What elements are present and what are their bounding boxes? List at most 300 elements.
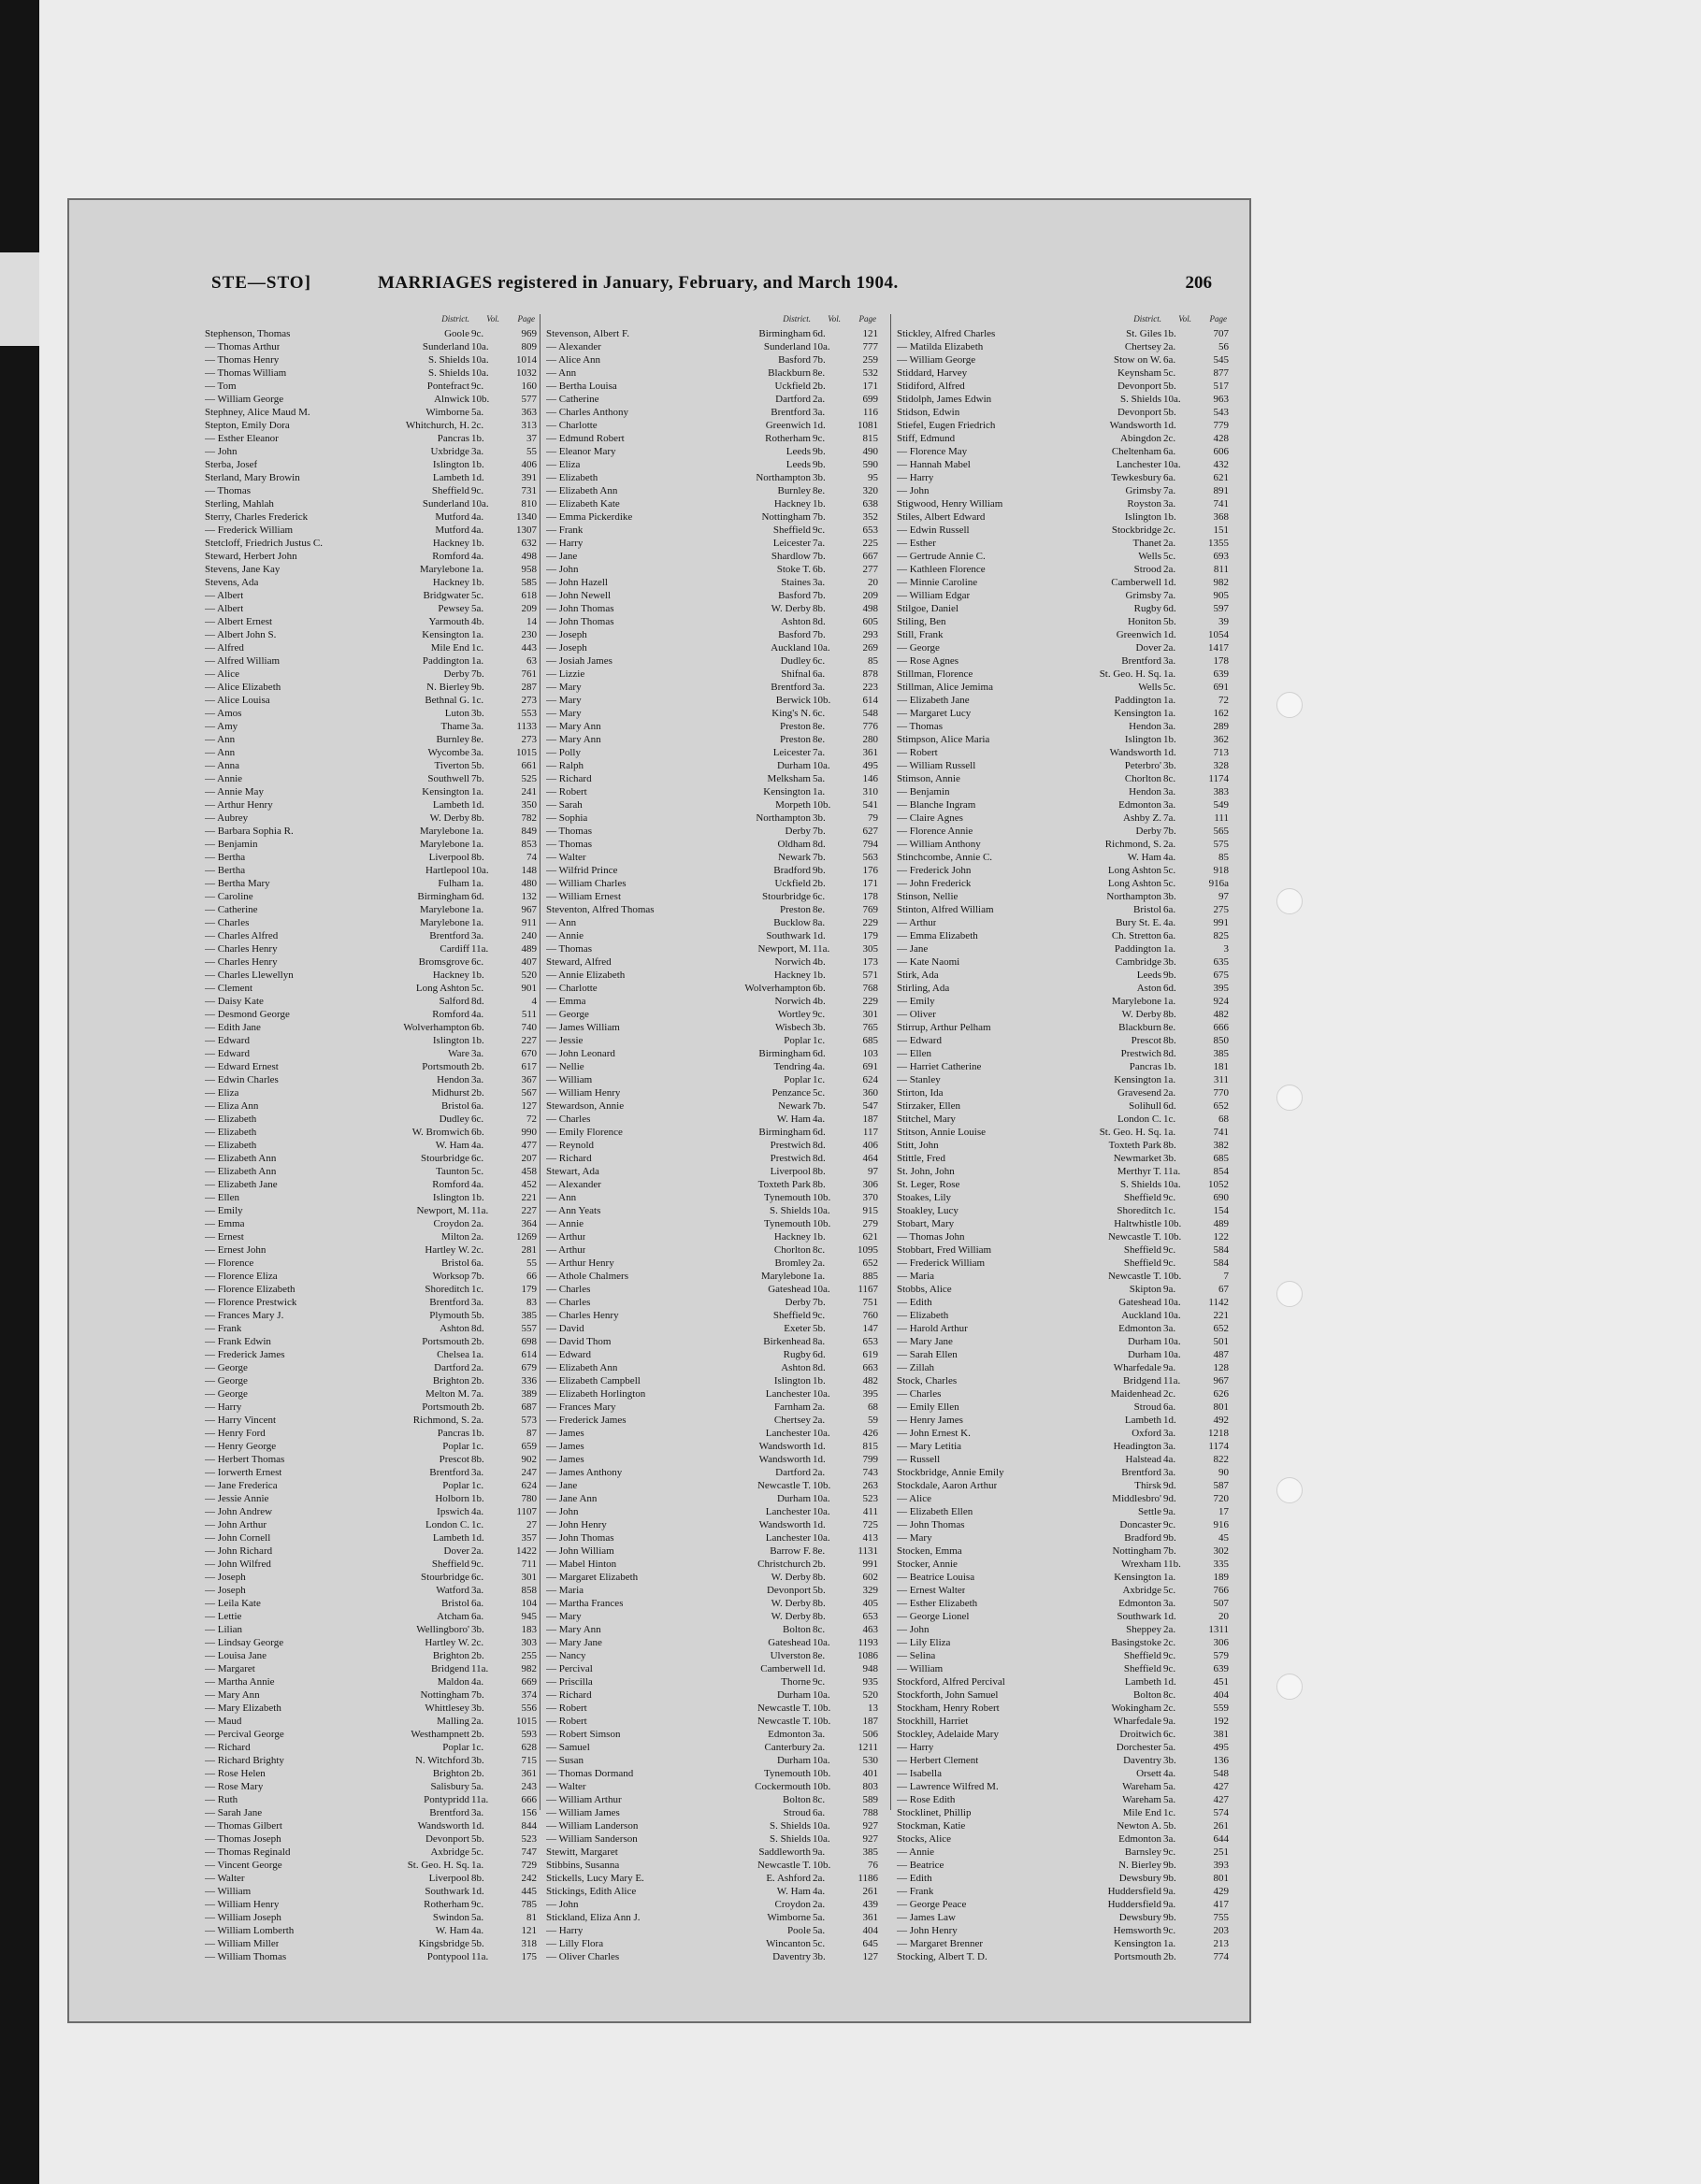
- entry-name: — Esther: [897, 538, 936, 549]
- index-entry: [546, 1021, 878, 1034]
- entry-name: — Charles: [546, 1114, 591, 1125]
- entry-page: 3: [1223, 943, 1229, 955]
- entry-page: 445: [521, 1886, 537, 1897]
- entry-volume: 9c.: [1163, 1650, 1176, 1661]
- entry-volume: 3a.: [471, 1297, 484, 1308]
- entry-district: Alnwick: [434, 394, 469, 405]
- entry-page: 794: [862, 839, 878, 850]
- entry-volume: 1a.: [1163, 1938, 1176, 1949]
- entry-volume: 2a.: [813, 394, 826, 405]
- entry-volume: 3b.: [1163, 1153, 1176, 1164]
- index-entry: [897, 1558, 1229, 1571]
- entry-page: 627: [862, 826, 878, 837]
- entry-page: 520: [862, 1689, 878, 1701]
- entry-page: 628: [521, 1742, 537, 1753]
- entry-name: — Thomas: [546, 839, 592, 850]
- entry-name: — William Russell: [897, 760, 976, 771]
- entry-name: — Harry: [897, 1742, 934, 1753]
- entry-page: 693: [1213, 551, 1229, 562]
- entry-volume: 7b.: [471, 1271, 484, 1282]
- entry-page: 779: [1213, 420, 1229, 431]
- entry-page: 350: [521, 799, 537, 811]
- index-entry: [205, 1558, 537, 1571]
- index-entry: [546, 1780, 878, 1793]
- entry-name: — Annie: [546, 1218, 584, 1229]
- entry-volume: 10a.: [1163, 1336, 1181, 1347]
- entry-volume: 8c.: [1163, 773, 1176, 784]
- entry-name: — Jessie Annie: [205, 1493, 269, 1504]
- index-entry: [205, 1178, 537, 1191]
- entry-district: Pancras: [437, 433, 469, 444]
- entry-name: — Elizabeth Jane: [205, 1179, 278, 1190]
- entry-name: — Elizabeth Horlington: [546, 1388, 646, 1400]
- index-entry: [205, 1846, 537, 1859]
- index-entry: [205, 1060, 537, 1073]
- entry-volume: 2b.: [471, 1375, 484, 1387]
- entry-name: Stobbart, Fred William: [897, 1244, 992, 1256]
- entry-volume: 10a.: [1163, 1179, 1181, 1190]
- entry-page: 122: [1213, 1231, 1229, 1243]
- entry-volume: 6a.: [1163, 472, 1176, 483]
- entry-page: 563: [862, 852, 878, 863]
- entry-volume: 4a.: [471, 551, 484, 562]
- index-entry: [897, 929, 1229, 942]
- entry-district: Poplar: [442, 1742, 469, 1753]
- entry-volume: 7b.: [813, 629, 826, 640]
- entry-volume: 8c.: [1163, 1689, 1176, 1701]
- entry-page: 209: [862, 590, 878, 601]
- entry-volume: 9c.: [813, 433, 826, 444]
- entry-name: — Anna: [205, 760, 239, 771]
- entry-district: Kensington: [1114, 708, 1161, 719]
- index-entry: [546, 1152, 878, 1165]
- entry-district: Tynemouth: [764, 1192, 811, 1203]
- entry-name: — David Thom: [546, 1336, 612, 1347]
- entry-page: 385: [862, 1846, 878, 1858]
- entry-district: Kensington: [422, 629, 469, 640]
- entry-volume: 2a.: [471, 1231, 484, 1243]
- index-entry: [897, 615, 1229, 628]
- entry-page: 171: [862, 381, 878, 392]
- entry-page: 632: [521, 538, 537, 549]
- entry-volume: 3a.: [1163, 498, 1176, 510]
- entry-district: Christchurch: [757, 1559, 811, 1570]
- entry-district: Preston: [780, 734, 811, 745]
- entry-volume: 1a.: [471, 564, 484, 575]
- entry-district: Salisbury: [430, 1781, 469, 1792]
- entry-name: — Elizabeth Ann: [546, 1362, 618, 1373]
- index-entry: [897, 589, 1229, 602]
- entry-page: 405: [862, 1598, 878, 1609]
- entry-district: Brentford: [1121, 1467, 1161, 1478]
- entry-district: Tewkesbury: [1111, 472, 1161, 483]
- entry-page: 1133: [516, 721, 537, 732]
- entry-name: Stockman, Katie: [897, 1820, 966, 1832]
- index-entry: [546, 733, 878, 746]
- index-entry: [205, 445, 537, 458]
- entry-volume: 2c.: [471, 1244, 484, 1256]
- entry-page: 644: [1213, 1833, 1229, 1845]
- entry-page: 652: [862, 1257, 878, 1269]
- entry-name: — Mary Ann: [546, 1624, 601, 1635]
- entry-name: — Maud: [205, 1716, 242, 1727]
- entry-page: 969: [521, 328, 537, 339]
- entry-page: 639: [1213, 1663, 1229, 1674]
- entry-district: Swindon: [432, 1912, 469, 1923]
- index-entry: [205, 1322, 537, 1335]
- entry-name: — Thomas Reginald: [205, 1846, 291, 1858]
- index-entry: [205, 1688, 537, 1702]
- entry-page: 853: [521, 839, 537, 850]
- index-entry: [897, 1414, 1229, 1427]
- entry-page: 55: [526, 1257, 537, 1269]
- entry-name: — Maria: [897, 1271, 935, 1282]
- entry-name: — Ruth: [205, 1794, 238, 1805]
- entry-volume: 9a.: [813, 1846, 826, 1858]
- entry-name: — Esther Elizabeth: [897, 1598, 978, 1609]
- entry-volume: 6c.: [813, 891, 826, 902]
- entry-name: St. Leger, Rose: [897, 1179, 960, 1190]
- index-entry: [205, 929, 537, 942]
- column-heading: [897, 310, 1229, 327]
- index-entry: [546, 1492, 878, 1505]
- entry-volume: 7b.: [813, 590, 826, 601]
- entry-name: Stirk, Ada: [897, 970, 939, 981]
- entry-district: Devonport: [766, 1585, 811, 1596]
- entry-district: Settle: [1137, 1506, 1161, 1517]
- index-entry: [546, 1414, 878, 1427]
- entry-name: — Sarah Ellen: [897, 1349, 958, 1360]
- entry-page: 523: [862, 1493, 878, 1504]
- entry-page: 458: [521, 1166, 537, 1177]
- entry-district: Stourbridge: [421, 1572, 469, 1583]
- entry-page: 273: [521, 734, 537, 745]
- entry-name: — Charles Henry: [205, 956, 278, 968]
- index-entry: [546, 497, 878, 510]
- entry-volume: 9c.: [1163, 1257, 1176, 1269]
- entry-volume: 1c.: [1163, 1205, 1176, 1216]
- index-entry: [205, 707, 537, 720]
- entry-name: Stimpson, Alice Maria: [897, 734, 990, 745]
- index-entry: [897, 1571, 1229, 1584]
- scan-edge-strip: [0, 252, 39, 346]
- entry-volume: 10b.: [1163, 1231, 1182, 1243]
- index-entry: [897, 1099, 1229, 1113]
- index-entry: [546, 1296, 878, 1309]
- entry-volume: 1c.: [471, 642, 484, 654]
- entry-volume: 1c.: [471, 1742, 484, 1753]
- index-entry: [897, 772, 1229, 785]
- entry-name: — Emma Elizabeth: [897, 930, 978, 941]
- entry-district: W. Ham: [776, 1886, 811, 1897]
- entry-volume: 6a.: [471, 1598, 484, 1609]
- index-entry: [205, 720, 537, 733]
- entry-name: — Charles Anthony: [546, 407, 628, 418]
- entry-name: — Albert: [205, 590, 244, 601]
- entry-district: Farnham: [773, 1401, 811, 1413]
- entry-page: 395: [1213, 983, 1229, 994]
- entry-name: — Ann: [546, 917, 577, 928]
- entry-volume: 6a.: [1163, 1401, 1176, 1413]
- index-entry: [205, 1113, 537, 1126]
- entry-name: — Martha Annie: [205, 1676, 275, 1688]
- entry-volume: 11b.: [1163, 1559, 1181, 1570]
- index-entry: [897, 419, 1229, 432]
- entry-page: 413: [862, 1532, 878, 1544]
- index-entry: [546, 1361, 878, 1374]
- entry-volume: 3a.: [1163, 655, 1176, 667]
- index-entry: [546, 1898, 878, 1911]
- index-entry: [897, 1479, 1229, 1492]
- entry-name: — Frank: [205, 1323, 242, 1334]
- entry-district: Prestwich: [1120, 1048, 1161, 1059]
- index-entry: [897, 969, 1229, 982]
- index-entry: [546, 1086, 878, 1099]
- entry-name: — Richard: [546, 773, 592, 784]
- index-entry: [205, 1243, 537, 1257]
- index-entry: [205, 1780, 537, 1793]
- entry-page: 247: [521, 1467, 537, 1478]
- entry-volume: 1a.: [471, 917, 484, 928]
- entry-name: — Florence Prestwick: [205, 1297, 297, 1308]
- index-entry: [546, 903, 878, 916]
- entry-name: — Martha Frances: [546, 1598, 624, 1609]
- entry-district: Stourbridge: [421, 1153, 469, 1164]
- entry-page: 626: [1213, 1388, 1229, 1400]
- entry-district: Bridgend: [431, 1663, 469, 1674]
- entry-volume: 11a.: [1163, 1166, 1181, 1177]
- entry-volume: 8e.: [813, 734, 826, 745]
- entry-district: Uxbridge: [430, 446, 469, 457]
- entry-name: — James Anthony: [546, 1467, 623, 1478]
- index-entry: [546, 1034, 878, 1047]
- entry-volume: 3a.: [1163, 1598, 1176, 1609]
- entry-volume: 6b.: [813, 983, 826, 994]
- entry-district: Holborn: [435, 1493, 469, 1504]
- entry-volume: 10a.: [471, 865, 489, 876]
- entry-name: — John Frederick: [897, 878, 972, 889]
- entry-district: Pewsey: [438, 603, 469, 614]
- entry-volume: 7b.: [813, 551, 826, 562]
- entry-district: Barnsley: [1124, 1846, 1161, 1858]
- entry-volume: 9b.: [1163, 1860, 1176, 1871]
- entry-district: Huddersfield: [1107, 1886, 1161, 1897]
- entry-name: — James: [546, 1441, 584, 1452]
- entry-page: 280: [862, 734, 878, 745]
- entry-name: — Margaret: [205, 1663, 255, 1674]
- entry-volume: 1a.: [471, 839, 484, 850]
- index-entry: [205, 1466, 537, 1479]
- index-entry: [897, 406, 1229, 419]
- entry-page: 229: [862, 996, 878, 1007]
- entry-district: Brentford: [429, 930, 469, 941]
- entry-district: Newcastle T.: [757, 1703, 811, 1714]
- entry-name: — Charles Llewellyn: [205, 970, 294, 981]
- entry-district: Newcastle T.: [1107, 1231, 1161, 1243]
- entry-page: 575: [1213, 839, 1229, 850]
- index-entry: [897, 1440, 1229, 1453]
- entry-volume: 2a.: [1163, 538, 1176, 549]
- entry-volume: 6a.: [1163, 446, 1176, 457]
- index-entry: [205, 1885, 537, 1898]
- entry-name: — Henry Ford: [205, 1428, 266, 1439]
- entry-district: Wharfedale: [1113, 1362, 1161, 1373]
- entry-page: 223: [862, 682, 878, 693]
- entry-name: — Edwin Charles: [205, 1074, 279, 1085]
- entry-district: St. Geo. H. Sq.: [1099, 668, 1161, 680]
- entry-district: Liverpool: [428, 852, 469, 863]
- entry-volume: 9b.: [813, 865, 826, 876]
- entry-district: Lambeth: [1124, 1415, 1161, 1426]
- entry-name: — Alice Louisa: [205, 695, 270, 706]
- entry-name: — Edward: [546, 1349, 591, 1360]
- entry-name: — Thomas Joseph: [205, 1833, 281, 1845]
- entry-district: Wareham: [1122, 1794, 1161, 1805]
- entry-volume: 1d.: [813, 1519, 826, 1530]
- entry-volume: 3a.: [1163, 1428, 1176, 1439]
- entry-volume: 5c.: [813, 1087, 826, 1099]
- column-divider: [890, 314, 891, 1810]
- entry-name: — Jane: [546, 551, 578, 562]
- entry-page: 305: [862, 943, 878, 955]
- entry-page: 229: [862, 917, 878, 928]
- entry-name: — Eliza: [205, 1087, 239, 1099]
- entry-name: Stirton, Ida: [897, 1087, 944, 1099]
- index-entry: [897, 1113, 1229, 1126]
- entry-name: — Catherine: [205, 904, 258, 915]
- entry-volume: 4b.: [813, 996, 826, 1007]
- entry-name: Stevens, Jane Kay: [205, 564, 281, 575]
- entry-name: — Elizabeth Ann: [205, 1153, 277, 1164]
- entry-name: Stockford, Alfred Percival: [897, 1676, 1005, 1688]
- entry-district: Ulverston: [770, 1650, 811, 1661]
- index-entry: [546, 1139, 878, 1152]
- entry-district: Chorlton: [773, 1244, 811, 1256]
- entry-district: Wandsworth: [417, 1820, 469, 1832]
- index-entry: [897, 1518, 1229, 1531]
- entry-page: 68: [1218, 1114, 1229, 1125]
- entry-district: Preston: [780, 904, 811, 915]
- entry-district: S. Shields: [427, 354, 469, 366]
- entry-district: Greenwich: [1116, 629, 1161, 640]
- entry-volume: 9d.: [1163, 1493, 1176, 1504]
- entry-name: — Sophia: [546, 812, 588, 824]
- entry-page: 439: [862, 1899, 878, 1910]
- entry-name: — Frank: [546, 524, 584, 536]
- entry-volume: 5c.: [1163, 1585, 1176, 1596]
- entry-name: Stocklinet, Phillip: [897, 1807, 972, 1818]
- punch-hole: [1276, 692, 1303, 718]
- entry-name: — Thomas: [546, 826, 592, 837]
- entry-volume: 6d.: [1163, 603, 1176, 614]
- entry-district: Thame: [440, 721, 469, 732]
- entry-volume: 2a.: [471, 1415, 484, 1426]
- entry-name: — Henry George: [205, 1441, 277, 1452]
- entry-page: 844: [521, 1820, 537, 1832]
- index-entry: [897, 812, 1229, 825]
- entry-district: Tiverton: [434, 760, 469, 771]
- entry-volume: 11a.: [471, 943, 489, 955]
- entry-district: Peterbro': [1124, 760, 1161, 771]
- entry-name: — Frances Mary J.: [205, 1310, 284, 1321]
- index-entry: [205, 1937, 537, 1950]
- entry-volume: 1a.: [1163, 1572, 1176, 1583]
- entry-page: 1311: [1208, 1624, 1229, 1635]
- entry-page: 698: [521, 1336, 537, 1347]
- index-entry: [205, 812, 537, 825]
- entry-name: — Kathleen Florence: [897, 564, 986, 575]
- entry-name: — Mary: [546, 1611, 582, 1622]
- entry-district: Barrow F.: [770, 1545, 811, 1557]
- entry-district: Dewsbury: [1118, 1912, 1161, 1923]
- entry-page: 495: [862, 760, 878, 771]
- index-entry: [205, 1571, 537, 1584]
- entry-page: 991: [862, 1559, 878, 1570]
- entry-district: Penzance: [771, 1087, 811, 1099]
- entry-page: 406: [521, 459, 537, 470]
- entry-volume: 6a.: [471, 1257, 484, 1269]
- entry-name: — Ernest John: [205, 1244, 267, 1256]
- entry-volume: 5a.: [471, 1781, 484, 1792]
- entry-district: Brighton: [432, 1768, 469, 1779]
- entry-page: 945: [521, 1611, 537, 1622]
- entry-volume: 4a.: [813, 1061, 826, 1072]
- entry-page: 498: [521, 551, 537, 562]
- entry-page: 606: [1213, 446, 1229, 457]
- entry-name: — Ann: [546, 1192, 577, 1203]
- entry-volume: 2a.: [813, 1873, 826, 1884]
- entry-name: — George: [205, 1362, 248, 1373]
- entry-page: 685: [1213, 1153, 1229, 1164]
- entry-name: — Caroline: [205, 891, 253, 902]
- entry-name: — Edward: [205, 1048, 250, 1059]
- entry-page: 849: [521, 826, 537, 837]
- index-entry: [546, 576, 878, 589]
- entry-page: 336: [521, 1375, 537, 1387]
- entry-volume: 5b.: [1163, 407, 1176, 418]
- entry-district: Bolton: [783, 1794, 811, 1805]
- index-entry: [205, 654, 537, 668]
- index-entry: [546, 1662, 878, 1675]
- entry-page: 310: [862, 786, 878, 797]
- entry-page: 990: [521, 1127, 537, 1138]
- entry-page: 1422: [516, 1545, 537, 1557]
- entry-district: Paddington: [422, 655, 469, 667]
- entry-name: Stitt, John: [897, 1140, 939, 1151]
- entry-page: 924: [1213, 996, 1229, 1007]
- entry-page: 362: [1213, 734, 1229, 745]
- index-entry: [897, 668, 1229, 681]
- index-entry: [546, 1793, 878, 1806]
- entry-name: — Emma Pickerdike: [546, 511, 633, 523]
- entry-district: Wokingham: [1111, 1703, 1161, 1714]
- entry-volume: 8b.: [471, 1873, 484, 1884]
- entry-name: Stilgoe, Daniel: [897, 603, 959, 614]
- entry-volume: 3b.: [471, 1624, 484, 1635]
- entry-name: — Frank Edwin: [205, 1336, 271, 1347]
- entry-district: Wandsworth: [758, 1441, 811, 1452]
- entry-district: Lambeth: [1124, 1676, 1161, 1688]
- index-entry: [546, 654, 878, 668]
- entry-volume: 10b.: [1163, 1218, 1182, 1229]
- entry-name: Stirzaker, Ellen: [897, 1100, 960, 1112]
- entry-name: — Nancy: [546, 1650, 586, 1661]
- entry-volume: 5c.: [1163, 878, 1176, 889]
- entry-volume: 1a.: [813, 786, 826, 797]
- entry-name: — Harry: [205, 1401, 242, 1413]
- entry-name: — Mary Letitia: [897, 1441, 962, 1452]
- index-entry: [546, 1073, 878, 1086]
